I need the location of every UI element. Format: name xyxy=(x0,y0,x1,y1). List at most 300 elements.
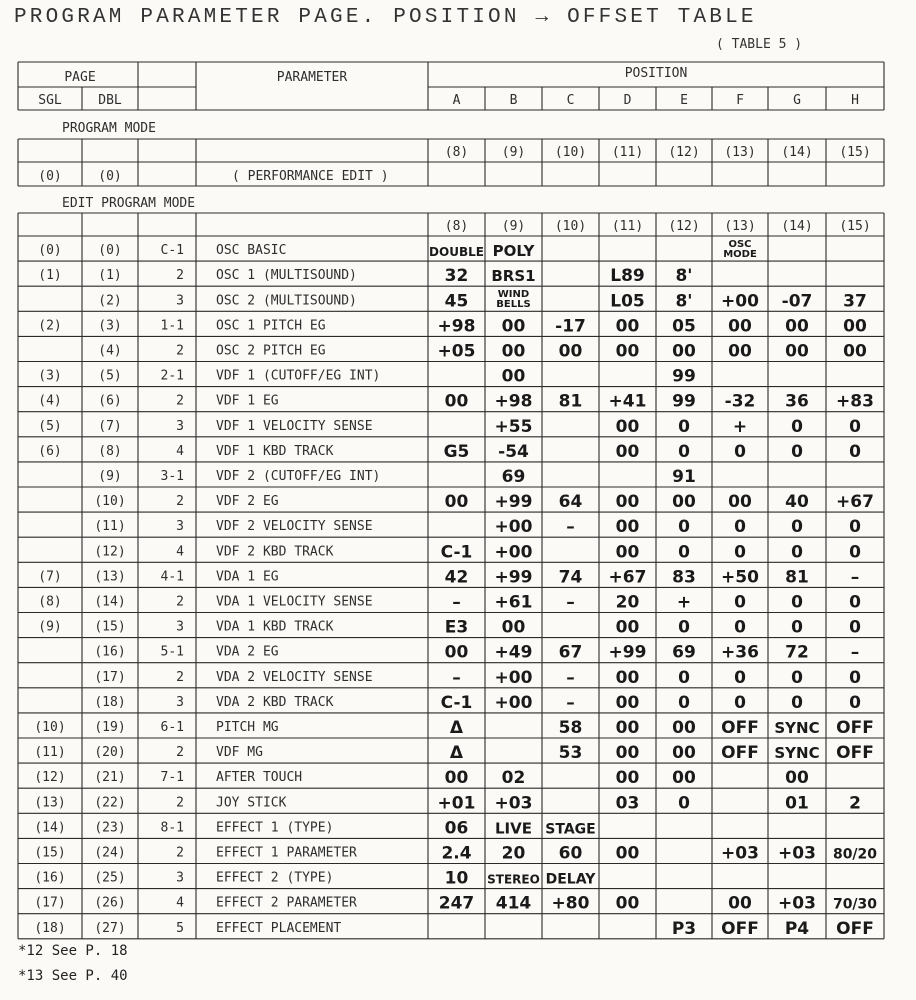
row-parameter: VDF 1 EG xyxy=(216,393,279,409)
header-col-f: F xyxy=(736,93,744,108)
hand-value: OFF xyxy=(836,718,874,738)
hand-value: -17 xyxy=(555,316,586,337)
hand-value: – xyxy=(452,592,461,613)
row-sgl: (5) xyxy=(38,418,62,434)
hand-value: +99 xyxy=(494,567,533,588)
edit-offset: (13) xyxy=(724,219,756,234)
hand-value: 0 xyxy=(678,416,690,437)
row-dbl: (18) xyxy=(94,694,126,710)
row-sgl: (16) xyxy=(34,870,66,886)
hand-value: 0 xyxy=(678,793,690,814)
hand-value: 60 xyxy=(558,843,583,864)
row-dbl: (11) xyxy=(94,519,126,535)
section-edit-program-mode: EDIT PROGRAM MODE xyxy=(62,196,196,211)
row-sgl: (2) xyxy=(38,318,62,334)
hand-value: 0 xyxy=(678,517,690,538)
hand-value: 00 xyxy=(615,692,640,713)
hand-value: +99 xyxy=(494,492,533,513)
hand-value: 72 xyxy=(785,642,809,663)
hand-value: +05 xyxy=(437,341,476,362)
hand-value: 20 xyxy=(501,843,526,864)
hand-value: 00 xyxy=(615,341,640,362)
hand-value: 83 xyxy=(672,567,696,588)
hand-value: 00 xyxy=(785,768,809,789)
hand-value: 0 xyxy=(678,441,690,462)
hand-value: 0 xyxy=(734,517,746,538)
hand-value: 69 xyxy=(672,642,696,663)
hand-value: 69 xyxy=(501,467,526,487)
row-parameter: JOY STICK xyxy=(216,795,287,811)
hand-value: +03 xyxy=(721,843,759,864)
hand-value: 00 xyxy=(785,316,809,337)
hand-value: 00 xyxy=(672,743,696,764)
program-offset: (14) xyxy=(781,145,813,160)
hand-value: 40 xyxy=(785,492,809,513)
row-dbl: (12) xyxy=(94,544,126,560)
row-sgl: (6) xyxy=(38,443,62,459)
hand-value: 00 xyxy=(501,366,526,387)
row-number: 2-1 xyxy=(160,368,184,384)
hand-value: 00 xyxy=(672,718,696,738)
row-parameter: VDA 2 KBD TRACK xyxy=(216,694,334,710)
program-offset: (10) xyxy=(554,145,587,160)
hand-value: 0 xyxy=(734,542,746,563)
hand-value: 0 xyxy=(791,692,803,713)
row-parameter: OSC 1 (MULTISOUND) xyxy=(216,268,357,284)
row-number: 4-1 xyxy=(160,569,184,585)
hand-value: +99 xyxy=(608,642,647,663)
row-number: C-1 xyxy=(160,243,184,259)
row-sgl: (8) xyxy=(38,594,62,610)
hand-value: 06 xyxy=(444,818,469,839)
hand-value: 0 xyxy=(734,441,746,462)
hand-value: 05 xyxy=(672,316,696,337)
hand-value: 0 xyxy=(734,667,746,688)
row-parameter: EFFECT PLACEMENT xyxy=(216,920,342,936)
hand-value: 01 xyxy=(785,793,809,814)
hand-value: 00 xyxy=(615,768,640,789)
program-offset: (8) xyxy=(444,145,469,160)
hand-value: 00 xyxy=(615,316,640,337)
header-col-d: D xyxy=(623,93,632,108)
row-number: 2 xyxy=(176,745,184,761)
row-parameter: VDF 2 VELOCITY SENSE xyxy=(216,519,373,535)
hand-value: OFF xyxy=(721,918,759,939)
row-dbl: (27) xyxy=(94,920,126,936)
row-number: 5 xyxy=(176,920,184,936)
row-parameter: VDA 1 KBD TRACK xyxy=(216,619,334,635)
row-sgl: (7) xyxy=(38,569,62,585)
row-dbl: (17) xyxy=(94,669,126,685)
hand-value: 70/30 xyxy=(832,896,878,913)
footnote-1: *12 See P. 18 xyxy=(18,943,128,959)
hand-value: 00 xyxy=(501,617,526,638)
hand-value: G5 xyxy=(443,441,470,462)
hand-value: C-1 xyxy=(440,692,473,713)
row-number: 8-1 xyxy=(160,820,184,836)
hand-value: -54 xyxy=(498,441,529,462)
row-number: 2 xyxy=(176,393,184,409)
hand-value: 58 xyxy=(558,718,583,738)
hand-value: 02 xyxy=(501,768,526,789)
hand-value: +01 xyxy=(437,793,476,814)
hand-value: 8' xyxy=(675,291,693,312)
hand-value: + xyxy=(676,592,692,613)
hand-value: 00 xyxy=(785,341,809,362)
row-parameter: EFFECT 1 (TYPE) xyxy=(216,820,334,836)
edit-offset: (12) xyxy=(668,219,700,234)
hand-value: 00 xyxy=(501,341,526,362)
hand-value: 0 xyxy=(849,542,861,563)
row-dbl: (20) xyxy=(94,745,126,761)
hand-value: 00 xyxy=(501,316,526,337)
header-position: POSITION xyxy=(624,66,688,81)
hand-value: – xyxy=(850,567,860,588)
row-parameter: VDF 2 EG xyxy=(216,494,279,510)
hand-value: 0 xyxy=(791,592,803,613)
hand-value: 00 xyxy=(615,617,640,638)
hand-value: +36 xyxy=(721,642,759,663)
hand-value: SYNC xyxy=(774,744,820,763)
hand-value: 00 xyxy=(728,341,752,362)
row-dbl: (2) xyxy=(98,293,122,309)
hand-value: 0 xyxy=(734,617,746,638)
hand-value: 0 xyxy=(849,517,861,538)
row-dbl: (0) xyxy=(98,243,122,259)
hand-value: +98 xyxy=(437,316,476,337)
hand-value: 00 xyxy=(444,768,469,789)
header-page: PAGE xyxy=(64,70,96,85)
row-number: 4 xyxy=(176,544,184,560)
row-dbl: (9) xyxy=(98,469,122,484)
row-number: 2 xyxy=(176,268,184,284)
row-sgl: (0) xyxy=(38,243,62,259)
hand-value: 00 xyxy=(615,843,640,864)
edit-offset: (10) xyxy=(554,219,587,234)
hand-value: OFF xyxy=(721,718,759,738)
row-sgl: (1) xyxy=(38,268,62,284)
header-col-g: G xyxy=(793,93,801,108)
hand-value: +67 xyxy=(608,567,647,588)
hand-value: L05 xyxy=(610,291,645,312)
hand-value: LIVE xyxy=(495,819,532,838)
row-number: 3 xyxy=(176,293,184,309)
hand-value: 0 xyxy=(678,667,690,688)
row-number: 3 xyxy=(176,519,184,535)
hand-value: +61 xyxy=(494,592,533,613)
row-number: 7-1 xyxy=(160,770,184,786)
hand-value: 00 xyxy=(672,768,696,789)
hand-value: 00 xyxy=(615,492,640,513)
program-offset: (9) xyxy=(501,145,526,160)
row-number: 4 xyxy=(176,895,184,911)
hand-value: C-1 xyxy=(440,542,473,563)
hand-value: +03 xyxy=(494,793,533,814)
hand-value: 0 xyxy=(849,617,861,638)
hand-value: -07 xyxy=(781,291,813,312)
hand-value: POLY xyxy=(492,242,535,261)
row-dbl: (5) xyxy=(98,368,122,384)
row-sgl: (15) xyxy=(34,845,66,861)
hand-value: OFF xyxy=(836,743,874,764)
hand-value: 00 xyxy=(615,667,640,688)
row-sgl: (11) xyxy=(34,745,66,761)
hand-value: BELLS xyxy=(496,299,531,311)
hand-value: 00 xyxy=(615,441,640,462)
section-program-mode: PROGRAM MODE xyxy=(62,121,156,136)
hand-value: 10 xyxy=(444,868,469,889)
row-parameter: OSC 2 (MULTISOUND) xyxy=(216,293,357,309)
header-parameter: PARAMETER xyxy=(276,70,348,85)
row-parameter: EFFECT 1 PARAMETER xyxy=(216,845,357,861)
hand-value: – xyxy=(850,642,860,663)
hand-value: STAGE xyxy=(545,821,596,838)
hand-value: 0 xyxy=(849,592,861,613)
row-number: 2 xyxy=(176,669,184,685)
hand-value: +83 xyxy=(836,391,874,412)
hand-value: +00 xyxy=(721,291,759,312)
program-sgl: (0) xyxy=(38,169,62,184)
footnote-2: *13 See P. 40 xyxy=(18,968,128,984)
hand-value: 0 xyxy=(849,416,861,437)
row-dbl: (13) xyxy=(94,569,126,585)
row-dbl: (25) xyxy=(94,870,126,886)
row-number: 3 xyxy=(176,619,184,635)
hand-value: 0 xyxy=(734,692,746,713)
row-number: 3 xyxy=(176,418,184,434)
hand-value: SYNC xyxy=(774,719,820,737)
hand-value: DELAY xyxy=(545,871,596,888)
header-col-c: C xyxy=(566,93,575,108)
header-col-a: A xyxy=(452,93,461,108)
row-dbl: (16) xyxy=(94,644,126,660)
hand-value: +00 xyxy=(494,517,533,538)
page-title: PROGRAM PARAMETER PAGE. POSITION → OFFSET TABLE xyxy=(14,6,757,29)
row-sgl: (13) xyxy=(34,795,66,811)
hand-value: 00 xyxy=(615,893,640,914)
hand-value: + xyxy=(732,416,748,437)
hand-value: 0 xyxy=(678,692,690,713)
row-dbl: (4) xyxy=(98,343,122,359)
hand-value: – xyxy=(452,667,461,688)
hand-value: P4 xyxy=(784,918,810,939)
row-dbl: (21) xyxy=(94,770,126,786)
row-dbl: (14) xyxy=(94,594,126,610)
hand-value: 00 xyxy=(728,492,752,513)
hand-value: 00 xyxy=(444,391,469,412)
row-number: 2 xyxy=(176,795,184,811)
header-col-b: B xyxy=(509,93,518,108)
row-parameter: VDF 2 KBD TRACK xyxy=(216,544,334,560)
hand-value: 0 xyxy=(791,667,803,688)
row-parameter: OSC 2 PITCH EG xyxy=(216,343,326,359)
row-number: 2 xyxy=(176,594,184,610)
program-offset: (13) xyxy=(724,145,756,160)
hand-value: +00 xyxy=(494,692,533,713)
row-dbl: (19) xyxy=(94,720,126,735)
hand-value: 0 xyxy=(791,441,803,462)
program-offset: (11) xyxy=(611,145,644,160)
hand-value: +98 xyxy=(494,391,533,412)
hand-value: +00 xyxy=(494,667,533,688)
hand-value: 00 xyxy=(843,341,867,362)
edit-offset: (9) xyxy=(501,219,526,234)
hand-value: 74 xyxy=(558,567,583,588)
hand-value: +67 xyxy=(836,492,874,513)
hand-value: 42 xyxy=(444,567,469,588)
hand-value: 0 xyxy=(849,667,861,688)
hand-value: 91 xyxy=(672,467,696,487)
hand-value: 80/20 xyxy=(832,846,878,863)
hand-value: 2 xyxy=(849,793,861,814)
hand-value: 64 xyxy=(558,492,583,513)
row-sgl: (12) xyxy=(34,770,66,786)
hand-value: 00 xyxy=(444,642,469,663)
hand-value: BRS1 xyxy=(491,267,536,286)
hand-value: OFF xyxy=(836,918,874,939)
hand-value: 37 xyxy=(843,291,867,312)
hand-value: P3 xyxy=(671,918,697,939)
hand-value: 99 xyxy=(672,391,696,412)
hand-value: +55 xyxy=(494,416,533,437)
row-parameter: AFTER TOUCH xyxy=(216,770,303,786)
hand-value: 00 xyxy=(672,341,696,362)
row-number: 1-1 xyxy=(160,318,184,334)
hand-value: 32 xyxy=(444,266,469,287)
hand-value: 99 xyxy=(672,366,696,387)
hand-value: 0 xyxy=(791,542,803,563)
hand-value: 81 xyxy=(785,567,809,588)
hand-value: 00 xyxy=(615,743,640,764)
row-number: 3 xyxy=(176,694,184,710)
edit-offset: (14) xyxy=(781,219,813,234)
header-sgl: SGL xyxy=(38,93,62,108)
hand-value: 00 xyxy=(843,316,867,337)
hand-value: – xyxy=(566,592,575,613)
hand-value: 0 xyxy=(791,617,803,638)
hand-value: -32 xyxy=(724,391,756,412)
row-parameter: VDA 2 VELOCITY SENSE xyxy=(216,669,373,685)
hand-value: +41 xyxy=(608,391,647,412)
hand-value: 8' xyxy=(675,266,693,287)
row-parameter: VDF MG xyxy=(216,745,263,761)
row-sgl: (14) xyxy=(34,820,66,836)
row-parameter: VDA 1 VELOCITY SENSE xyxy=(216,594,373,610)
hand-value: 0 xyxy=(791,416,803,437)
row-parameter: OSC BASIC xyxy=(216,243,287,259)
hand-value: 53 xyxy=(558,743,583,764)
row-dbl: (3) xyxy=(98,318,122,334)
row-number: 3-1 xyxy=(160,469,184,484)
hand-value: 81 xyxy=(558,391,583,412)
row-dbl: (23) xyxy=(94,820,126,836)
hand-value: E3 xyxy=(444,617,469,638)
hand-value: 0 xyxy=(849,692,861,713)
hand-value: +03 xyxy=(778,843,816,864)
hand-value: WIND xyxy=(497,289,530,301)
hand-value: Δ xyxy=(449,718,464,738)
row-parameter: OSC 1 PITCH EG xyxy=(216,318,326,334)
hand-value: – xyxy=(566,667,575,688)
hand-value: STEREO xyxy=(487,872,540,887)
row-parameter: EFFECT 2 (TYPE) xyxy=(216,870,334,886)
row-parameter: VDF 2 (CUTOFF/EG INT) xyxy=(216,469,381,484)
row-number: 2 xyxy=(176,343,184,359)
hand-value: 36 xyxy=(785,391,809,412)
hand-value: – xyxy=(566,692,575,713)
hand-value: 0 xyxy=(791,517,803,538)
hand-value: 03 xyxy=(615,793,640,814)
header-dbl: DBL xyxy=(98,93,122,108)
hand-value: +03 xyxy=(778,893,816,914)
row-dbl: (24) xyxy=(94,845,126,861)
row-dbl: (15) xyxy=(94,619,126,635)
row-dbl: (7) xyxy=(98,418,122,434)
hand-value: 0 xyxy=(678,617,690,638)
row-sgl: (4) xyxy=(38,393,62,409)
header-col-e: E xyxy=(680,93,688,108)
hand-value: 00 xyxy=(672,492,696,513)
hand-value: 00 xyxy=(615,416,640,437)
hand-value: MODE xyxy=(723,249,757,260)
hand-value: 00 xyxy=(615,517,640,538)
row-number: 6-1 xyxy=(160,720,184,735)
hand-value: 414 xyxy=(495,893,532,914)
hand-value: 0 xyxy=(678,542,690,563)
hand-value: DOUBLE xyxy=(429,245,484,260)
row-dbl: (8) xyxy=(98,443,122,459)
program-offset: (15) xyxy=(839,145,871,160)
row-parameter: EFFECT 2 PARAMETER xyxy=(216,895,357,911)
row-sgl: (17) xyxy=(34,895,66,911)
hand-value: +00 xyxy=(494,542,533,563)
hand-value: 20 xyxy=(615,592,640,613)
row-parameter: VDF 1 (CUTOFF/EG INT) xyxy=(216,368,381,384)
row-number: 2 xyxy=(176,494,184,510)
hand-value: 00 xyxy=(444,492,469,513)
row-parameter: VDF 1 KBD TRACK xyxy=(216,443,334,459)
header-col-h: H xyxy=(851,93,859,108)
hand-value: 67 xyxy=(558,642,583,663)
hand-value: 00 xyxy=(728,316,752,337)
row-dbl: (1) xyxy=(98,268,122,284)
hand-value: 45 xyxy=(444,291,469,312)
edit-offset: (15) xyxy=(839,219,871,234)
hand-value: 247 xyxy=(438,893,475,914)
row-number: 5-1 xyxy=(160,644,184,660)
row-number: 3 xyxy=(176,870,184,886)
row-number: 2 xyxy=(176,845,184,861)
hand-value: L89 xyxy=(610,266,645,287)
hand-value: 00 xyxy=(728,893,752,914)
hand-value: Δ xyxy=(449,743,464,764)
row-sgl: (3) xyxy=(38,368,62,384)
row-sgl: (9) xyxy=(38,619,62,635)
hand-value: OFF xyxy=(721,743,759,764)
row-dbl: (10) xyxy=(94,494,126,510)
hand-value: OSC xyxy=(728,239,752,250)
hand-value: 0 xyxy=(734,592,746,613)
row-sgl: (10) xyxy=(34,720,66,735)
hand-value: – xyxy=(566,517,575,538)
hand-value: 00 xyxy=(615,718,640,738)
row-dbl: (6) xyxy=(98,393,122,409)
hand-value: +49 xyxy=(494,642,533,663)
program-dbl: (0) xyxy=(98,169,122,184)
program-param: ( PERFORMANCE EDIT ) xyxy=(232,169,389,184)
row-sgl: (18) xyxy=(34,920,66,936)
row-dbl: (22) xyxy=(94,795,126,811)
